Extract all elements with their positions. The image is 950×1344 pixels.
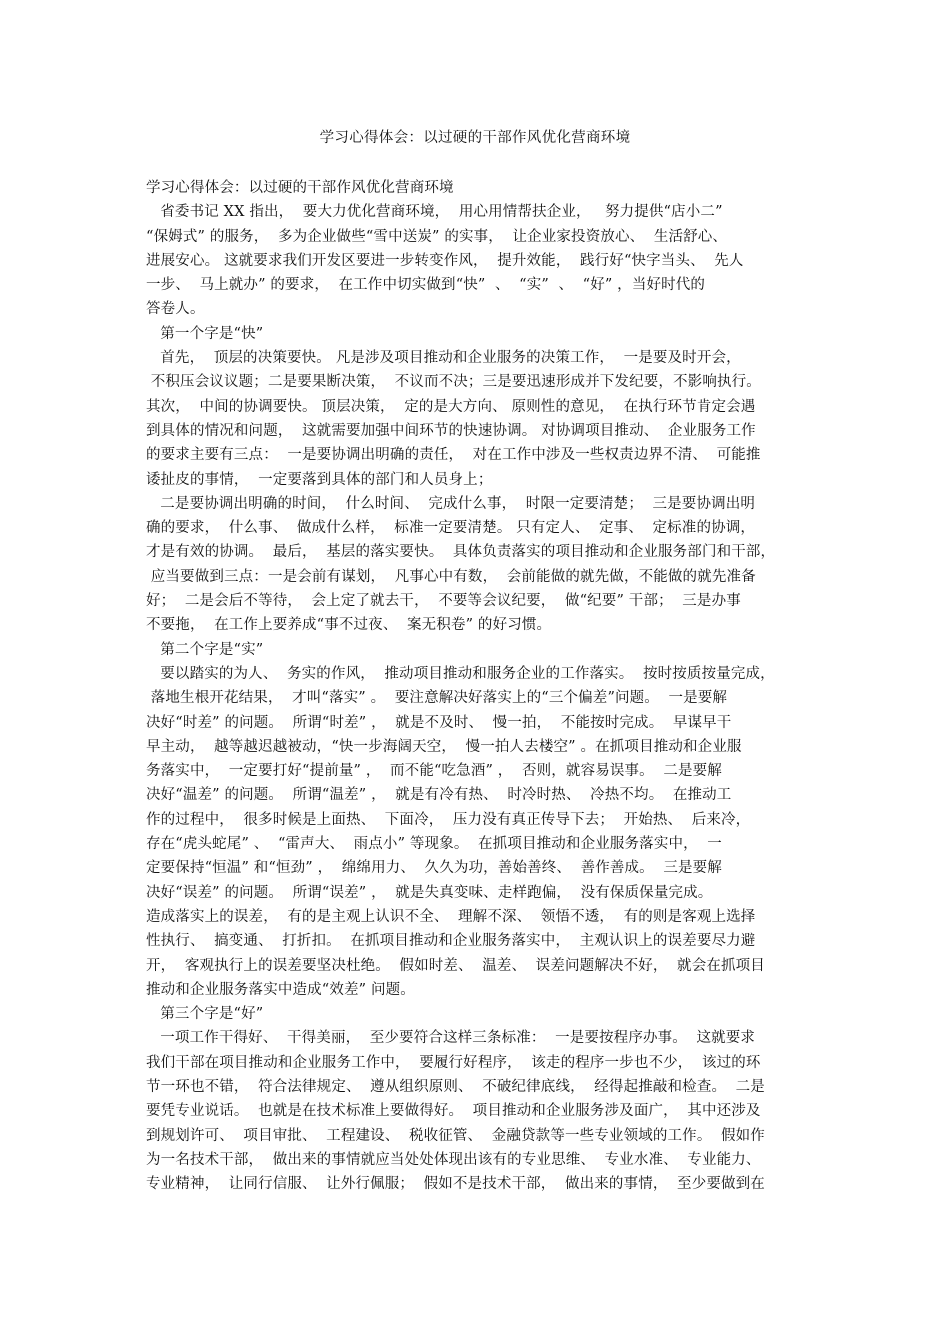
text-line: 其次， 中间的协调要快。 顶层决策， 定的是大方向、 原则性的意见， 在执行环节肯定会遇 (146, 398, 756, 415)
text-line: 要凭专业说话。 也就是在技术标准上要做得好。 项目推动和企业服务涉及面广， 其中还涉及 (146, 1103, 761, 1120)
text-line: 到规划许可、 项目审批、 工程建设、 税收征管、 金融贷款等一些专业领域的工作。 假如作 (146, 1127, 765, 1144)
text-line: 第三个字是“好” (146, 1006, 264, 1023)
document-title: 学习心得体会：以过硬的干部作风优化营商环境 (319, 130, 631, 146)
text-line: 诿扯皮的事情， 一定要落到具体的部门和人员身上； (146, 471, 493, 488)
text-line: 的要求主要有三点： 一是要协调出明确的责任， 对在工作中涉及一些权责边界不清、 可能推 (146, 447, 761, 464)
text-line: 定要保持“恒温” 和“恒劲” ， 绵绵用力、 久久为功，善始善终、 善作善成。 三是要解 (146, 860, 722, 877)
text-line: “保姆式” 的服务， 多为企业做些“雪中送炭” 的实事， 让企业家投资放心、 生活舒心、 (146, 228, 728, 245)
document-body (146, 176, 818, 1196)
text-line: 我们干部在项目推动和企业服务工作中， 要履行好程序， 该走的程序一步也不少， 该过的环 (146, 1054, 761, 1071)
text-line: 第二个字是“实” (146, 641, 264, 658)
text-line: 一项工作干得好、 干得美丽， 至少要符合这样三条标准： 一是要按程序办事。 这就要求 (146, 1030, 756, 1047)
text-line: 作的过程中， 很多时候是上面热、 下面冷， 压力没有真正传导下去； 开始热、 后来冷， (146, 811, 751, 828)
text-line: 二是要协调出明确的时间， 什么时间、 完成什么事， 时限一定要清楚； 三是要协调出明 (146, 495, 756, 512)
text-line: 推动和企业服务落实中造成“效差” 问题。 (146, 981, 415, 998)
text-line: 性执行、 搞变通、 打折扣。 在抓项目推动和企业服务落实中， 主观认识上的误差要尽力避 (146, 933, 756, 950)
text-line: 省委书记 XX 指出， 要大力优化营商环境， 用心用情帮扶企业， 努力提供“店小二” (146, 204, 723, 221)
text-line: 早主动， 越等越迟越被动，“快一步海阔天空， 慢一拍人去楼空” 。在抓项目推动和企业服 (146, 738, 742, 755)
text-line: 一步、 马上就办” 的要求， 在工作中切实做到“快” 、 “实” 、 “好” ，当好时代的 (146, 277, 706, 294)
text-line: 专业精神， 让同行信服、 让外行佩服； 假如不是技术干部， 做出来的事情， 至少要做到在 (146, 1176, 765, 1193)
text-line: 好； 二是会后不等待， 会上定了就去干， 不要等会议纪要， 做“纪要” 干部； 三是办事 (146, 593, 741, 610)
text-line: 应当要做到三点：一是会前有谋划， 凡事心中有数， 会前能做的就先做，不能做的就先准备 (146, 568, 756, 585)
text-line: 进展安心。 这就要求我们开发区要进一步转变作风， 提升效能， 践行好“快字当头、 先人 (146, 252, 744, 269)
text-line: 落地生根开花结果， 才叫“落实” 。 要注意解决好落实上的“三个偏差”问题。 一是要解 (146, 690, 728, 707)
text-line: 要以踏实的为人、 务实的作风， 推动项目推动和服务企业的工作落实。 按时按质按量完成， (146, 665, 775, 682)
text-line: 不要拖， 在工作上要养成“事不过夜、 案无积卷” 的好习惯。 (146, 617, 552, 634)
text-line: 决好“时差” 的问题。 所谓“时差” ， 就是不及时、 慢一拍， 不能按时完成。 早谋早干 (146, 714, 732, 731)
text-line: 学习心得体会：以过硬的干部作风优化营商环境 (146, 180, 454, 196)
text-line: 到具体的情况和问题， 这就需要加强中间环节的快速协调。 对协调项目推动、 企业服务工作 (146, 422, 756, 439)
text-line: 才是有效的协调。 最后， 基层的落实要快。 具体负责落实的项目推动和企业服务部门和干部， (146, 544, 776, 561)
text-line: 首先， 顶层的决策要快。 凡是涉及项目推动和企业服务的决策工作， 一是要及时开会， (146, 350, 741, 367)
text-line: 答卷人。 (146, 301, 205, 318)
text-line: 存在“虎头蛇尾” 、 “雷声大、 雨点小” 等现象。 在抓项目推动和企业服务落实中， 一 (146, 836, 722, 853)
text-line: 不积压会议议题；二是要果断决策， 不议而不决；三是要迅速形成并下发纪要，不影响执行。 (146, 374, 761, 391)
text-line: 开， 客观执行上的误差要坚决杜绝。 假如时差、 温差、 误差问题解决不好， 就会在抓项目 (146, 957, 765, 974)
text-line: 为一名技术干部， 做出来的事情就应当处处体现出该有的专业思维、 专业水准、 专业能力、 (146, 1151, 761, 1168)
text-line: 决好“误差” 的问题。 所谓“误差” ， 就是失真变味、走样跑偏， 没有保质保量完成。 (146, 884, 713, 901)
text-line: 节一环也不错， 符合法律规定、 遵从组织原则、 不破纪律底线， 经得起推敲和检查。 二是 (146, 1078, 765, 1095)
text-line: 造成落实上的误差， 有的是主观上认识不全、 理解不深、 领悟不透， 有的则是客观上选择 (146, 908, 756, 925)
text-line: 确的要求， 什么事、 做成什么样， 标准一定要清楚。 只有定人、 定事、 定标准的协调， (146, 520, 756, 537)
text-line: 第一个字是“快” (146, 325, 264, 342)
text-line: 务落实中， 一定要打好“提前量” ， 而不能“吃急酒” ， 否则，就容易误事。 二是要解 (146, 763, 722, 780)
text-line: 决好“温差” 的问题。 所谓“温差” ， 就是有冷有热、 时冷时热、 冷热不均。 在推动工 (146, 787, 732, 804)
